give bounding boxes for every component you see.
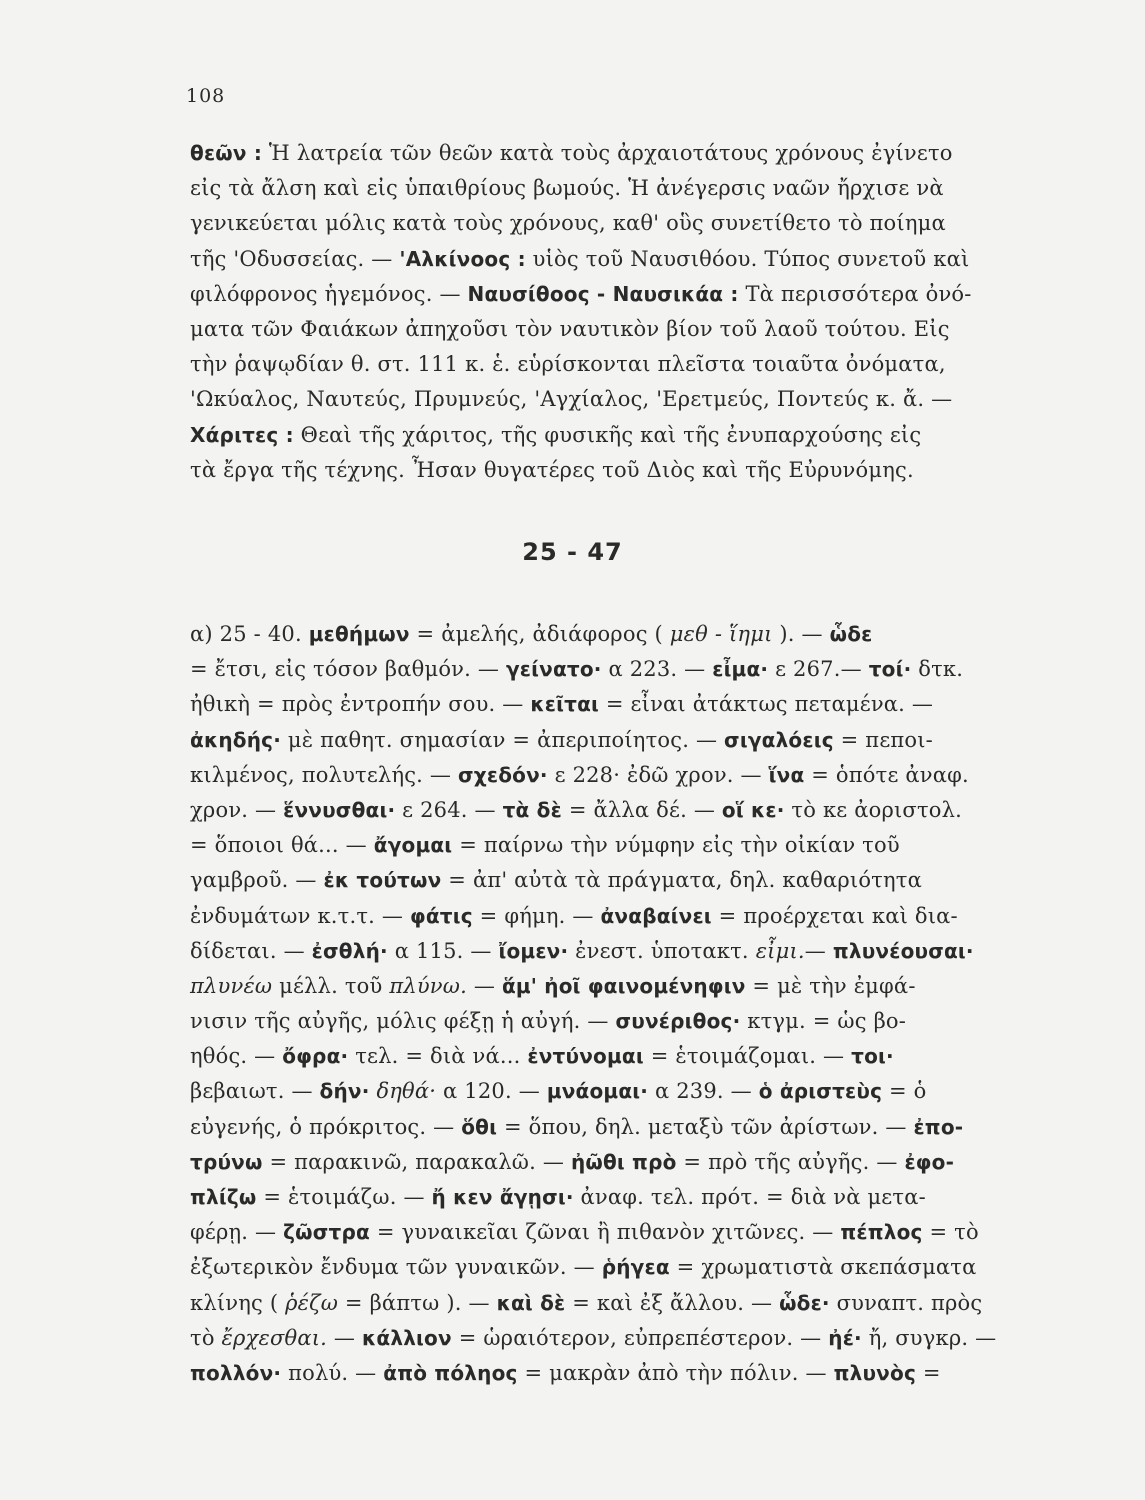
text-run: α 223. — bbox=[601, 657, 713, 682]
lemma: ἐκ τούτων bbox=[323, 868, 442, 893]
text-run: = ἔτσι, εἰς τόσον βαθμόν. — bbox=[190, 657, 506, 682]
text-run: τὰ ἔργα τῆς τέχνης. Ἦσαν θυγατέρες τοῦ Διὸς καὶ τῆς Εὐρυνόμης. bbox=[190, 457, 914, 482]
text-line bbox=[190, 1250, 1010, 1285]
text-run: = ὡραιότερον, εὐπρεπέστερον. — bbox=[451, 1325, 829, 1350]
lemma: ἐπο- bbox=[913, 1114, 964, 1139]
lemma: ῥήγεα bbox=[601, 1255, 670, 1280]
text-run: = καὶ ἐξ ἄλλου. — bbox=[565, 1290, 780, 1315]
page-number: 108 bbox=[186, 85, 226, 107]
text-run: α 115. — bbox=[387, 938, 499, 963]
text-run: Ἡ λατρεία τῶν θεῶν κατὰ τοὺς ἀρχαιοτάτους χρόνους ἐγίνετο bbox=[262, 141, 953, 165]
text-run: τὸ κε ἀοριστολ. bbox=[784, 797, 963, 822]
text-run: βεβαιωτ. — bbox=[190, 1079, 320, 1104]
text-run: τῆς 'Οδυσσείας. — bbox=[190, 246, 400, 271]
lemma: πολλόν· bbox=[190, 1360, 282, 1385]
text-run: ἠθικὴ = πρὸς ἐντροπήν σου. — bbox=[190, 692, 531, 717]
text-line bbox=[190, 1145, 1010, 1180]
text-line bbox=[190, 382, 1010, 417]
text-run: εὐγενής, ὁ πρόκριτος. — bbox=[190, 1114, 462, 1139]
text-run: ματα τῶν Φαιάκων ἀπηχοῦσι τὸν ναυτικὸν βίον τοῦ λαοῦ τούτου. Εἰς bbox=[190, 316, 950, 341]
lemma: καὶ δὲ bbox=[496, 1290, 566, 1315]
lemma: συνέριθος· bbox=[615, 1009, 741, 1034]
lemma: ἴομεν· bbox=[498, 938, 569, 963]
text-run: = ὅπου, δηλ. μεταξὺ τῶν ἀρίστων. — bbox=[497, 1114, 914, 1139]
text-run: υἱὸς τοῦ Ναυσιθόου. Τύπος συνετοῦ καὶ bbox=[525, 246, 970, 271]
text-line bbox=[190, 863, 1010, 898]
text-run: τὴν ῥαψῳδίαν θ. στ. 111 κ. ἑ. εὑρίσκονται πλεῖστα τοιαῦτα ὀνόματα, bbox=[190, 352, 946, 377]
lemma: εἶμα· bbox=[712, 657, 769, 682]
text-run: = bbox=[916, 1360, 941, 1385]
text-run: = μακρὰν ἀπὸ τὴν πόλιν. — bbox=[517, 1360, 834, 1385]
text-run: = ἄλλα δέ. — bbox=[561, 797, 722, 822]
text-run: Τὰ περισσότερα ὀνό- bbox=[738, 281, 972, 306]
text-run: = μὲ τὴν ἐμφά- bbox=[745, 973, 916, 998]
text-line bbox=[190, 899, 1010, 934]
text-run: πολύ. — bbox=[281, 1360, 384, 1385]
text-line bbox=[190, 687, 1010, 722]
lemma: ὧδε bbox=[829, 622, 873, 646]
lemma: πλυνέουσαι· bbox=[832, 938, 974, 963]
text-line bbox=[190, 171, 1010, 206]
lemma: ἐφο- bbox=[904, 1149, 955, 1174]
text-run: τελ. = διὰ νά... bbox=[348, 1044, 528, 1069]
text-run: ἤ, συγκρ. — bbox=[861, 1325, 997, 1350]
text-run: = ὁ bbox=[882, 1079, 927, 1104]
lemma: ἐντύνομαι bbox=[527, 1044, 644, 1069]
text-run: α 239. — bbox=[648, 1079, 759, 1104]
text-line bbox=[190, 453, 1010, 488]
text-run: μὲ παθητ. σημασίαν = ἀπεριποίητος. — bbox=[281, 727, 725, 752]
text-run: = χρωματιστὰ σκεπάσματα bbox=[669, 1255, 977, 1280]
text-run: φέρῃ. — bbox=[190, 1220, 284, 1245]
text-line bbox=[190, 652, 1010, 687]
lemma: τὰ δὲ bbox=[502, 797, 562, 822]
italic-text: δηθά· bbox=[376, 1079, 437, 1104]
lemma: πλίζω bbox=[190, 1185, 257, 1209]
italic-text: ῥέζω bbox=[285, 1290, 339, 1315]
text-run: = ἑτοιμάζω. — bbox=[256, 1185, 432, 1209]
lemma: Χάριτες : bbox=[190, 422, 294, 447]
text-line bbox=[190, 969, 1010, 1004]
section-heading: 25 - 47 bbox=[522, 538, 623, 566]
lemma: ἄγομαι bbox=[373, 833, 453, 858]
lemma: κεῖται bbox=[530, 692, 600, 717]
text-run: = ὁπότε ἀναφ. bbox=[804, 762, 969, 787]
lemma: ὅθι bbox=[461, 1114, 498, 1139]
lemma: τοι· bbox=[851, 1044, 894, 1069]
text-run: — bbox=[466, 973, 502, 998]
text-run: = εἶναι ἀτάκτως πεταμένα. — bbox=[599, 692, 934, 717]
lemma: ἐσθλή· bbox=[311, 938, 388, 963]
lemma: σχεδόν· bbox=[458, 762, 548, 787]
lemma: ἕννυσθαι· bbox=[283, 797, 396, 822]
text-run: α 120. — bbox=[436, 1079, 547, 1104]
text-run: γαμβροῦ. — bbox=[190, 868, 324, 893]
lemma: ὁ ἀριστεὺς bbox=[758, 1079, 883, 1104]
commentary-paragraph-1 bbox=[190, 136, 1010, 488]
text-run: = ὅποιοι θά... — bbox=[190, 833, 374, 858]
text-line bbox=[190, 242, 1010, 277]
text-line bbox=[190, 1110, 1010, 1145]
text-run: ἐνεστ. ὑποτακτ. bbox=[568, 938, 756, 963]
lemma: κάλλιον bbox=[361, 1325, 452, 1350]
text-run: συναπτ. πρὸς bbox=[829, 1290, 983, 1315]
text-run: Θεαὶ τῆς χάριτος, τῆς φυσικῆς καὶ τῆς ἐνυπαρχούσης εἰς bbox=[293, 422, 922, 447]
italic-text: πλύνω. bbox=[389, 973, 467, 998]
text-run: — bbox=[327, 1325, 362, 1350]
lemma: ἵνα bbox=[768, 762, 805, 787]
text-run: = προέρχεται καὶ δια- bbox=[711, 903, 958, 928]
lemma: ἀπὸ πόληος bbox=[383, 1360, 518, 1385]
lemma: ἅμ' ἠοῖ φαινομένηφιν bbox=[501, 973, 746, 998]
text-line bbox=[190, 1356, 1010, 1391]
italic-text: πλυνέω bbox=[190, 973, 273, 998]
lemma: ὧδε· bbox=[779, 1290, 830, 1315]
text-line bbox=[190, 1215, 1010, 1250]
text-run: νισιν τῆς αὐγῆς, μόλις φέξῃ ἡ αὐγή. — bbox=[190, 1009, 616, 1034]
text-run: = παίρνω τὴν νύμφην εἰς τὴν οἰκίαν τοῦ bbox=[452, 833, 900, 858]
text-run: χρον. — bbox=[190, 797, 284, 822]
text-run: γενικεύεται μόλις κατὰ τοὺς χρόνους, καθ' οὓς συνετίθετο τὸ ποίημα bbox=[190, 211, 946, 236]
lemma: ἀναβαίνει bbox=[600, 903, 712, 928]
text-line bbox=[190, 617, 1010, 652]
text-line bbox=[190, 793, 1010, 828]
text-line bbox=[190, 934, 1010, 969]
lemma: τρύνω bbox=[190, 1149, 263, 1174]
text-run: = πρὸ τῆς αὐγῆς. — bbox=[676, 1149, 905, 1174]
lemma: μεθήμων bbox=[308, 622, 410, 646]
text-line bbox=[190, 758, 1010, 793]
text-run: δίδεται. — bbox=[190, 938, 312, 963]
lemma: γείνατο· bbox=[505, 657, 602, 682]
lemma: Ναυσίθοος - Ναυσικάα : bbox=[467, 281, 739, 306]
text-line bbox=[190, 723, 1010, 758]
lemma: πλυνὸς bbox=[833, 1360, 916, 1385]
text-run: ε 228· ἐδῶ χρον. — bbox=[547, 762, 769, 787]
lemma: ζῶστρα bbox=[283, 1220, 370, 1245]
text-run: = ἀπ' αὐτὰ τὰ πράγματα, δηλ. καθαριότητα bbox=[441, 868, 922, 893]
text-line bbox=[190, 1004, 1010, 1039]
text-run: κλίνης ( bbox=[190, 1290, 286, 1315]
text-run: φιλόφρονος ἡγεμόνος. — bbox=[190, 281, 468, 306]
text-line bbox=[190, 828, 1010, 863]
lemma: 'Αλκίνοος : bbox=[399, 246, 526, 271]
text-run: ). — bbox=[772, 622, 830, 646]
text-run: 'Ωκύαλος, Ναυτεύς, Πρυμνεύς, 'Αγχίαλος, 'Ερετμεύς, Ποντεύς κ. ἄ. — bbox=[190, 387, 953, 412]
lemma: οἵ κε· bbox=[721, 797, 785, 822]
italic-text: εἶμι. bbox=[755, 938, 805, 963]
text-line bbox=[190, 1321, 1010, 1356]
text-run: = πεποι- bbox=[833, 727, 933, 752]
lemma: φάτις bbox=[410, 903, 473, 928]
text-run: ἐνδυμάτων κ.τ.τ. — bbox=[190, 903, 410, 928]
text-run: = παρακινῶ, παρακαλῶ. — bbox=[262, 1149, 571, 1174]
text-run: = φήμη. — bbox=[472, 903, 601, 928]
text-line bbox=[190, 1286, 1010, 1321]
text-run: ε 267.— bbox=[768, 657, 869, 682]
lemma: πέπλος bbox=[840, 1220, 923, 1245]
lemma: δήν· bbox=[319, 1079, 370, 1104]
text-line bbox=[190, 312, 1010, 347]
text-run: ηθός. — bbox=[190, 1044, 283, 1069]
text-run: κιλμένος, πολυτελής. — bbox=[190, 762, 459, 787]
text-line bbox=[190, 1039, 1010, 1074]
lemma: ἠῶθι πρὸ bbox=[570, 1149, 677, 1174]
text-run: ἀναφ. τελ. πρότ. = διὰ νὰ μετα- bbox=[573, 1185, 926, 1209]
text-run: = βάπτω ). — bbox=[338, 1290, 497, 1315]
text-line bbox=[190, 347, 1010, 382]
text-run: α) 25 - 40. bbox=[190, 622, 309, 646]
text-run: = γυναικεῖαι ζῶναι ἢ πιθανὸν χιτῶνες. — bbox=[369, 1220, 841, 1245]
lemma: μνάομαι· bbox=[546, 1079, 649, 1104]
lemma: ἠέ· bbox=[828, 1325, 862, 1350]
text-run: ε 264. — bbox=[395, 797, 503, 822]
text-run: εἰς τὰ ἄλση καὶ εἰς ὑπαιθρίους βωμούς. Ἡ ἀνέγερσις ναῶν ἤρχισε νὰ bbox=[190, 176, 944, 201]
commentary-paragraph-2 bbox=[190, 617, 1010, 1391]
text-line bbox=[190, 206, 1010, 241]
text-line bbox=[190, 1180, 1010, 1215]
lemma: θεῶν : bbox=[190, 141, 263, 165]
italic-text: μεθ - ἵημι bbox=[669, 622, 773, 646]
text-run: μέλλ. τοῦ bbox=[272, 973, 390, 998]
italic-text: ἔρχεσθαι. bbox=[221, 1325, 328, 1350]
text-run: = τὸ bbox=[922, 1220, 979, 1245]
lemma: ὄφρα· bbox=[282, 1044, 349, 1069]
text-line bbox=[190, 136, 1010, 171]
lemma: ἀκηδής· bbox=[190, 727, 282, 752]
text-run: κτγμ. = ὡς βο- bbox=[740, 1009, 907, 1034]
text-run: δτκ. bbox=[911, 657, 964, 682]
text-run: ἐξωτερικὸν ἔνδυμα τῶν γυναικῶν. — bbox=[190, 1255, 602, 1280]
text-run: = ἑτοιμάζομαι. — bbox=[643, 1044, 852, 1069]
text-line bbox=[190, 418, 1010, 453]
text-line bbox=[190, 1074, 1010, 1109]
lemma: σιγαλόεις bbox=[724, 727, 834, 752]
text-run: — bbox=[804, 938, 833, 963]
text-line bbox=[190, 277, 1010, 312]
lemma: τοί· bbox=[868, 657, 912, 682]
text-run: τὸ bbox=[190, 1325, 222, 1350]
lemma: ἤ κεν ἄγῃσι· bbox=[431, 1185, 574, 1209]
text-run: = ἀμελής, ἀδιάφορος ( bbox=[409, 622, 670, 646]
